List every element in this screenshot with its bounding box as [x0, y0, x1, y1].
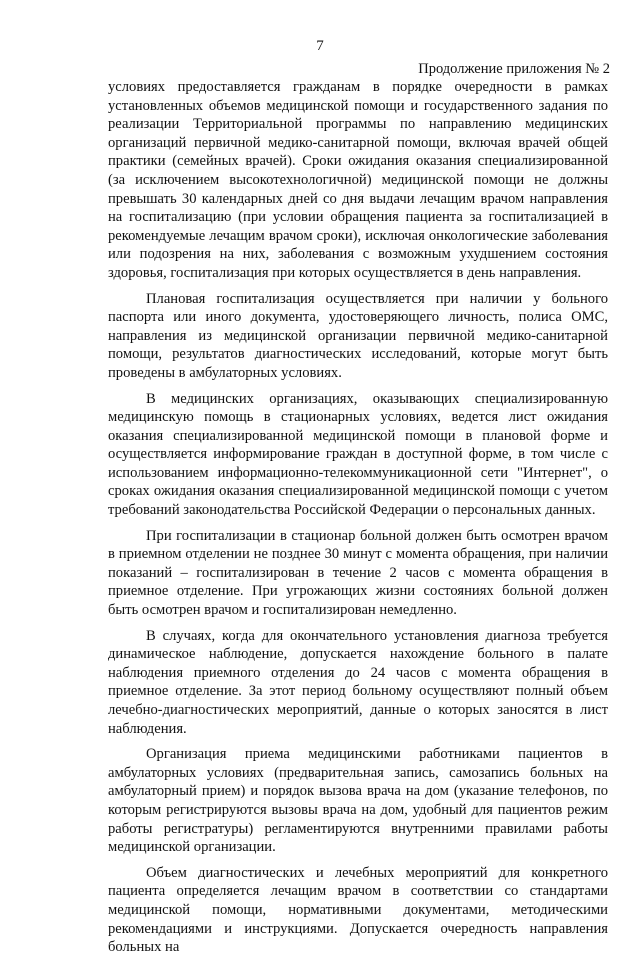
paragraph: Плановая госпитализация осуществляется при наличии у больного паспорта или иного документа, удостоверяющего личность, полиса ОМС, направления из медицинской организации первичной медико-санитарной помощи, результатов диагностических исследований, которые могут быть проведены в амбулаторных условиях. [108, 290, 608, 381]
paragraph: Объем диагностических и лечебных мероприятий для конкретного пациента определяется лечащим врачом в соответствии со стандартами медицинской помощи, нормативными документами, методическими рекомендациями и инструкциями. Допускается очередность направления больных на [108, 864, 608, 956]
paragraph: В медицинских организациях, оказывающих специализированную медицинскую помощь в стационарных условиях, ведется лист ожидания оказания специализированной медицинской помощи в плановой форме и осуществляется информирование граждан в доступной форме, в том числе с использованием информационно-телекоммуникационной сети "Интернет", о сроках ожидания оказания специализированной медицинской помощи с учетом требований законодательства Российской Федерации о персональных данных. [108, 390, 608, 519]
paragraph: В случаях, когда для окончательного установления диагноза требуется динамическое наблюдение, допускается нахождение больного в палате наблюдения приемного отделения до 24 часов с момента обращения в приемное отделение. За этот период больному осуществляют полный объем лечебно-диагностических мероприятий, данные о которых заносятся в лист наблюдения. [108, 627, 608, 737]
paragraph: При госпитализации в стационар больной должен быть осмотрен врачом в приемном отделении не позднее 30 минут с момента обращения, при наличии показаний – госпитализирован в течение 2 часов с момента обращения в приемное отделение. При угрожающих жизни состояниях больной должен быть осмотрен врачом и госпитализирован немедленно. [108, 527, 608, 619]
page-number: 7 [316, 38, 324, 54]
appendix-continuation-note: Продолжение приложения № 2 [418, 61, 610, 77]
paragraph: Организация приема медицинскими работниками пациентов в амбулаторных условиях (предварительная запись, самозапись больных на амбулаторный прием) и порядок вызова врача на дом (указание телефонов, по которым регистрируются вызовы врача на дом, удобный для пациентов режим работы регистратуры) регламентируются внутренними правилами работы медицинской организации. [108, 746, 608, 856]
document-body [108, 78, 608, 964]
paragraph-continued: условиях предоставляется гражданам в порядке очередности в рамках установленных объемов медицинской помощи и государственного задания по реализации Территориальной программы по направлению медицинских организаций первичной медико-санитарной помощи, включая врачей общей практики (семейных врачей). Сроки ожидания оказания специализированной (за исключением высокотехнологичной) медицинской помощи не должны превышать 30 календарных дней со дня выдачи лечащим врачом направления на госпитализацию (при условии обращения пациента за госпитализацией в рекомендуемые лечащим врачом сроки), исключая онкологические заболевания или подозрения на них, заболевания с возможным ухудшением состояния здоровья, госпитализация при которых осуществляется в день направления. [108, 79, 608, 281]
